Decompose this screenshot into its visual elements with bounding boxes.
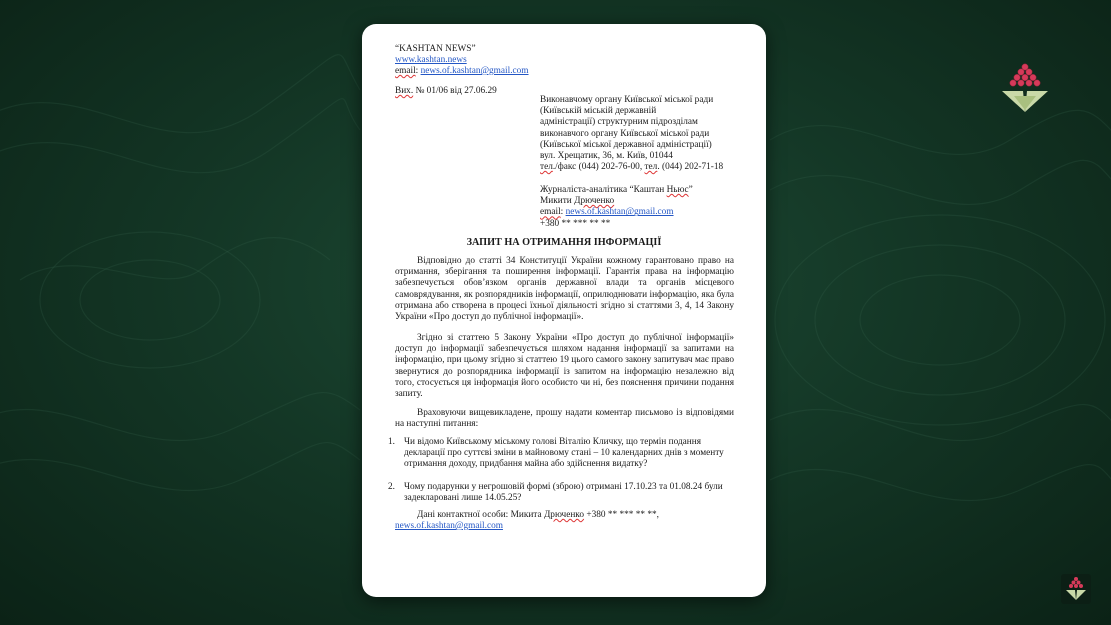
outgoing-prefix: Вих. — [395, 86, 414, 96]
sender-email-link[interactable]: news.of.kashtan@gmail.com — [565, 207, 674, 218]
email-label: email — [395, 66, 416, 76]
contact-prefix: Дані контактної особи: Микита — [417, 510, 544, 520]
contact-surname: Дрюченко — [543, 510, 585, 520]
tel-fax-label: тел — [540, 162, 553, 173]
paragraph-2: Згідно зі статтею 5 Закону України «Про доступ до публічної інформації» доступ до інформації забезпечується шляхом надання інформації за запитами на інформацію, при цьому згідно зі статтею 19 цього самого закону запитувач має право звернутися до розпорядника інформації із запитом на інформацію незалежно від того, стосується ця інформація його особисто чи ні, без пояснення причини подання запиту. — [395, 333, 734, 400]
contact-phone: +380 ** *** ** **, — [584, 510, 659, 520]
sender-outlet: Ньюс — [666, 185, 689, 195]
addressee-phones — [540, 162, 745, 173]
document-title: ЗАПИТ НА ОТРИМАННЯ ІНФОРМАЦІЇ — [466, 237, 662, 248]
sender-phone: +380 ** *** ** ** — [540, 218, 611, 229]
watermark-icon — [1061, 574, 1091, 604]
sender-title — [540, 185, 693, 196]
question-item — [388, 482, 734, 504]
addressee-line: вул. Хрещатик, 36, м. Київ, 01044 — [540, 151, 673, 162]
email-link[interactable]: news.of.kashtan@gmail.com — [420, 66, 529, 76]
website-link[interactable]: www.kashtan.news — [395, 55, 467, 65]
chestnut-flower-logo — [1000, 62, 1050, 114]
addressee-line: виконавчого органу Київської міської ради — [540, 128, 710, 139]
outgoing-ref: № 01/06 від 27.06.29 — [415, 86, 497, 96]
sender-firstname: Микити — [540, 196, 575, 207]
tel-fax-value: ./факс (044) 202-76-00, — [552, 162, 643, 173]
header-email: email: news.of.kashtan@gmail.com — [395, 66, 529, 76]
question-number: 1. — [388, 437, 395, 447]
sender-email: email: news.of.kashtan@gmail.com — [540, 207, 674, 218]
sender-name — [540, 196, 693, 207]
outgoing-number — [395, 86, 497, 97]
sender-email-label: email — [540, 207, 561, 218]
question-number: 2. — [388, 482, 395, 492]
addressee-line: (Київської міської державної адміністрації) — [540, 139, 712, 150]
paragraph-3: Враховуючи вищевикладене, прошу надати коментар письмово із відповідями на наступні питання: — [395, 408, 734, 430]
contact-email-link[interactable]: news.of.kashtan@gmail.com — [395, 521, 503, 531]
question-text: Чи відомо Київському міському голові Віталію Кличку, що термін подання декларації про суттєві зміни в майновому стані – 10 календарних днів з моменту отримання доходу, придбання майна або здійснення видатку? — [404, 437, 724, 470]
addressee-block — [540, 95, 745, 173]
addressee-line: Виконавчому органу Київської міської ради — [540, 95, 714, 105]
chestnut-flower-watermark — [1061, 574, 1091, 604]
question-item — [388, 437, 734, 471]
addressee-line: адміністрації) структурним підрозділам — [540, 117, 698, 128]
addressee-line: (Київській міській державній — [540, 106, 657, 117]
question-text: Чому подарунки у негрошовій формі (зброю) отримані 17.10.23 та 01.08.24 були задекларовані лише 14.05.25? — [404, 482, 723, 504]
document-page — [362, 24, 766, 597]
tel-label: тел — [644, 162, 658, 173]
tel-value: . (044) 202-71-18 — [657, 162, 724, 173]
sender-surname: Дрюченко — [574, 196, 615, 207]
paragraph-1: Відповідно до статті 34 Конституції України кожному гарантовано право на отримання, зберігання та поширення інформації. Гарантія права на інформацію забезпечується обов’язком органів державної влади та органів місцевого самоврядування, як розпорядників інформації, оприлюднювати інформацію, яка була отримана або створена в процесі їхньої діяльності згідно зі статтями 3, 4, 14 Закону України «Про доступ до публічної інформації». — [395, 256, 734, 323]
sender-title-text: Журналіста-аналітика “Каштан — [540, 185, 667, 195]
contact-line — [417, 510, 659, 521]
org-name: “KASHTAN NEWS” — [395, 44, 476, 54]
sender-quote: ” — [688, 185, 693, 195]
sender-block — [540, 185, 693, 230]
